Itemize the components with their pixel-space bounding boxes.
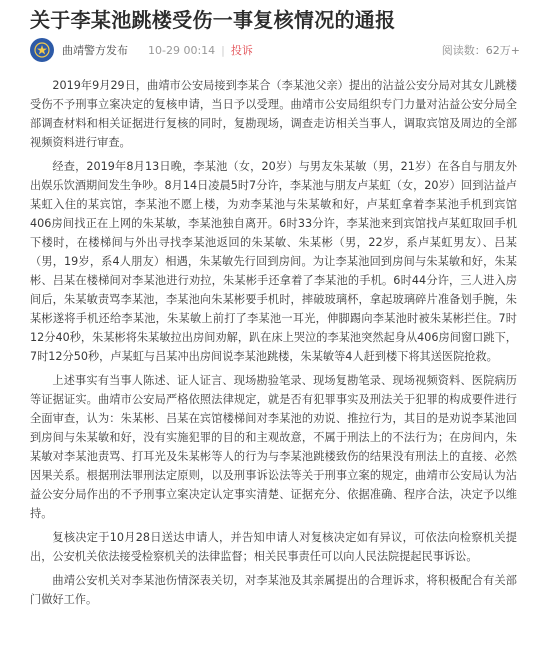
police-badge-avatar[interactable]: [30, 38, 54, 62]
meta-divider: |: [221, 43, 225, 57]
article-title: 关于李某池跳楼受伤一事复核情况的通报: [30, 8, 396, 32]
police-badge-icon: [34, 42, 50, 58]
paragraph: 复核决定于10月28日送达申请人，并告知申请人对复核决定如有异议，可依法向检察机关提出，公安机关依法接受检察机关的法律监督；相关民事责任可以向人民法院提起民事诉讼。: [30, 531, 517, 563]
publish-date: 10-29 00:14: [148, 43, 216, 57]
paragraph: 上述事实有当事人陈述、证人证言、现场勘验笔录、现场复勘笔录、现场视频资料、医院病历等证据证实。曲靖市公安局严格依照法律规定，就是否有犯罪事实及刑法关于犯罪的构成要件进行全面审查，认为：朱某彬、吕某在宾馆楼梯间对李某池的劝说、推拉行为，其目的是劝说李某池回到房间与朱某敏和好，没有实施犯罪的目的和主观故意，不属于刑法上的不法行为；在房间内，朱某敏对李某池责骂、打耳光及朱某彬等人的行为与李某池跳楼致伤的结果没有刑法上的直接、必然因果关系。根据刑法罪刑法定原则，以及刑事诉讼法等关于刑事立案的规定，曲靖市公安局认为沾益公安分局作出的不予刑事立案决定认定事实清楚、证据充分、依据准确、程序合法，决定予以维持。: [30, 374, 517, 520]
article-meta: [30, 38, 520, 62]
view-count: 阅读数：62万+: [441, 44, 520, 57]
article-body: [30, 76, 517, 614]
paragraph: 曲靖公安机关对李某池伤情深表关切，对李某池及其亲属提出的合理诉求，将积极配合有关部门做好工作。: [30, 574, 517, 606]
report-link[interactable]: 投诉: [230, 44, 253, 57]
publisher-name[interactable]: 曲靖警方发布: [62, 44, 128, 57]
paragraph: 经查，2019年8月13日晚，李某池（女，20岁）与男友朱某敏（男，21岁）在各自与朋友外出娱乐饮酒期间发生争吵。8月14日凌晨5时7分许，李某池与朋友卢某虹（女，20岁）回到沾益卢某虹入住的某宾馆，李某池不愿上楼，为劝李某池与朱某敏和好，卢某虹拿着李某池手机到宾馆406房间找正在上网的朱某敏，李某池独自离开。6时33分许，李某池来到宾馆找卢某虹取回手机下楼时，在楼梯间与外出寻找李某池返回的朱某敏、朱某彬（男，22岁，系卢某虹男友）、吕某（男，19岁，系4人朋友）相遇，朱某敏先行回到房间。为让李某池回到房间与朱某敏和好，朱某彬、吕某在楼梯间对李某池进行劝拉，朱某彬手还拿着了李某池的手机。6时44分许，三人进入房间后，朱某敏责骂李某池，李某池向朱某彬要手机时，摔破玻璃杯，拿起玻璃碎片准备划手腕，朱某彬遂将手机还给李某池，朱某敏上前打了李某池一耳光，伸脚踢向李某池时被朱某彬拦住。7时12分40秒，朱某彬将朱某敏拉出房间劝解，趴在床上哭泣的李某池突然起身从406房间窗口跳下，7时12分50秒，卢某虹与吕某冲出房间说李某池跳楼，朱某敏等4人赶到楼下将其送医院抢救。: [30, 160, 517, 363]
paragraph: 2019年9月29日，曲靖市公安局接到李某合（李某池父亲）提出的沾益公安分局对其女儿跳楼受伤不予刑事立案决定的复核申请，当日予以受理。曲靖市公安局组织专门力量对沾益公安分局全部调查材料和相关证据进行复核的同时，复勘现场，调查走访相关当事人，调取宾馆及周边的全部视频资料进行审查。: [30, 79, 517, 149]
